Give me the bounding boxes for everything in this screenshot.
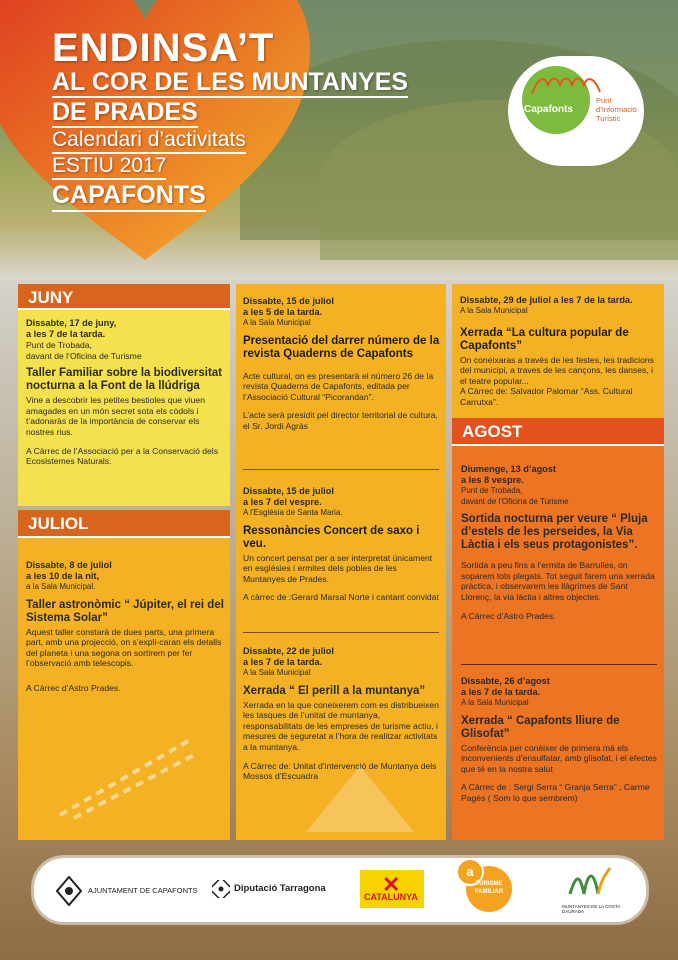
event-date: Dissabte, 8 de juliol: [26, 560, 112, 570]
event-date: Dissabte, 15 de juliol: [243, 486, 334, 496]
event-date: Dissabte, 26 d’agost: [461, 676, 550, 686]
juny-header: JUNY: [18, 284, 230, 310]
triangle-decoration-icon: [300, 760, 420, 836]
divider: [461, 664, 657, 665]
juliol-header: JULIOL: [18, 510, 230, 538]
event-place: Punt de Trobada,: [461, 486, 523, 495]
event-time: a les 7 de la tarda.: [243, 657, 323, 667]
event-date: Dissabte, 22 de juliol: [243, 646, 334, 656]
at-icon: a: [456, 858, 484, 886]
event-place: A la Sala Municipal: [460, 306, 528, 315]
dashed-trail-icon: [50, 720, 200, 820]
loops-icon: [528, 74, 604, 100]
juliol-event-5: [460, 295, 660, 408]
badge-name: Capafonts: [524, 104, 573, 115]
event-title: Xerrada “La cultura popular de Capafonts”: [460, 326, 629, 352]
juliol-event-1: [26, 560, 224, 694]
event-title: Xerrada “ Capafonts lliure de Glisofat”: [461, 714, 620, 740]
event-time: a les 10 de la nit,: [26, 571, 100, 581]
event-time: a les 8 vespre.: [461, 475, 524, 485]
event-title: Taller Familiar sobre la biodiversitat nocturna a la Font de la llúdriga: [26, 367, 222, 393]
event-desc: Conferència per conèixer de primera mà els inconvenients d’ensulfatar, amb glisofat, i el efectes que té en la nostra salut: [461, 742, 657, 774]
event-date: Dissabte, 29 de juliol a les 7 de la tarda.: [460, 295, 633, 305]
event-place: Punt de Trobada,: [26, 340, 92, 350]
event-desc: Vine a descobrir les petites bestioles que viuen amagades en un món secret sota els còdols i t’adonaràs de la importància de conservar els nostres rius.: [26, 395, 205, 437]
ajuntament-logo: AJUNTAMENT DE CAPAFONTS: [88, 886, 198, 895]
event-place-2: davant de l’Oficina de Turisme: [26, 350, 142, 361]
event-place: A la Sala Municipal: [461, 698, 529, 707]
juliol-event-3: [243, 486, 441, 603]
badge-text: Punt d’Informació Turístic: [596, 96, 637, 123]
agost-event-2: [461, 676, 659, 804]
title-line-2: AL COR DE LES MUNTANYES: [52, 68, 409, 96]
event-place: a la Sala Municipal.: [26, 582, 96, 591]
poster-title: [52, 28, 408, 212]
event-note: A Càrrec d’Astro Prades.: [26, 682, 121, 693]
title-line-4: Calendari d’activitats: [52, 128, 246, 154]
event-time: a les 7 de la tarda.: [461, 687, 541, 697]
costa-daurada-icon: [568, 864, 612, 900]
event-title: Presentació del darrer número de la revista Quaderns de Capafonts: [243, 334, 440, 360]
event-desc: Xerrada en la que coneixerem com es distribueixen les tasques de l’unitat de muntanya, responsabilitats de les empreses de turisme actiu, i mesures de seguretat a l’hora de realitzar activitats a la muntanya.: [243, 699, 439, 752]
event-time: a les 5 de la tarda.: [243, 307, 323, 317]
tourist-info-badge: [508, 56, 644, 166]
turisme-familiar-text: TURISME FAMILIAR: [474, 881, 504, 895]
divider: [243, 469, 439, 470]
event-date: Diumenge, 13 d’agost: [461, 464, 556, 474]
event-desc: Sortida a peu fins a l’ermita de Barrulles, on soparem tots plegats. Tot seguit farem una xerrada pràctica, i observarem les llàgrimes de Sant Llorenç, la via làctia i altres objectes.: [461, 560, 655, 602]
event-note: A Càrrec de l’Associació per a la Conservació dels Ecosistemes Naturals.: [26, 445, 219, 467]
divider: [243, 632, 439, 633]
event-title: Ressonàncies Concert de saxo i veu.: [243, 524, 420, 550]
event-desc: Aquest taller constarà de dues parts, una primera part, amb una projecció, on s’expli-caran els detalls del planeta i una segona on sortirem per fer l’observació amb telescopis.: [26, 626, 222, 669]
event-desc: On coneixaras a través de les festes, les tradicions del municipi, a traves de les cançons, les danses, i el teatre popular...: [460, 354, 654, 386]
title-line-6: CAPAFONTS: [52, 180, 206, 212]
catalunya-logo: [360, 870, 424, 908]
turisme-familiar-logo: [466, 866, 512, 912]
agost-event-1: [461, 464, 659, 621]
event-desc: Acte cultural, on es presentarà el número 26 de la revista Quaderns de Capafonts, editada per l’Associació Cultural “Picorandan”.: [243, 370, 434, 402]
costa-daurada-logo: MUNTANYES DE LA COSTA DAURADA: [562, 904, 621, 914]
cross-icon: ✕: [382, 872, 401, 897]
title-line-1: ENDINSA’T: [52, 26, 275, 70]
catalunya-text: CATALUNYA: [364, 892, 418, 902]
event-place-2: davant de l’Oficina de Turisme: [461, 496, 569, 506]
event-title: Taller astronòmic “ Júpiter, el rei del Sistema Solar”: [26, 598, 224, 624]
event-desc: Un concert pensat per a ser interpretat únicament en esglésies i ermites dels pobles de les Muntanyes de Prades.: [243, 552, 433, 584]
event-note: A Càrrec de: Unitat d’intervenció de Muntanya dels Mossos d’Escuadra: [243, 760, 437, 782]
event-place: A l’Església de Santa Maria.: [243, 508, 343, 517]
event-title: Sortida nocturna per veure “ Pluja d’estels de les perseides, la Via Làctia i els seus protagonistes”.: [461, 513, 648, 552]
title-line-5: ESTIU 2017: [52, 154, 166, 180]
event-title: Xerrada “ El perill a la muntanya”: [243, 684, 426, 697]
sponsor-bar: [34, 858, 646, 922]
event-note: A Càrrec d’Astro Prades.: [461, 610, 556, 621]
event-time: a les 7 de la tarda.: [26, 329, 106, 339]
event-note: A Càrrec de: Salvador Palomar “Ass. Cultural Carrutxa”.: [460, 386, 633, 407]
event-time: a les 7 del vespre.: [243, 497, 322, 507]
event-date: Dissabte, 17 de juny,: [26, 318, 117, 328]
event-place: A la Sala Municipal: [243, 668, 311, 677]
agost-header: AGOST: [452, 418, 664, 446]
event-note: L’acte serà presidit pel director territorial de cultura, el Sr. Jordi Agràs: [243, 410, 438, 431]
event-place: A la Sala Municipal: [243, 318, 311, 327]
event-note: A càrrec de :Gerard Marsal Norte i cantant convidat: [243, 592, 439, 603]
event-date: Dissabte, 15 de juliol: [243, 296, 334, 306]
ajuntament-crest-icon: [56, 876, 82, 906]
diputacio-logo: Diputació Tarragona: [234, 883, 326, 894]
diputacio-icon: [212, 880, 230, 898]
event-note: A Càrrec de : Sergi Serra “ Granja Serra” , Carme Pagès ( Som lo que sembrem): [461, 782, 650, 803]
title-line-3: DE PRADES: [52, 98, 198, 126]
juliol-event-2: [243, 296, 441, 432]
juny-event-1: [26, 318, 226, 467]
